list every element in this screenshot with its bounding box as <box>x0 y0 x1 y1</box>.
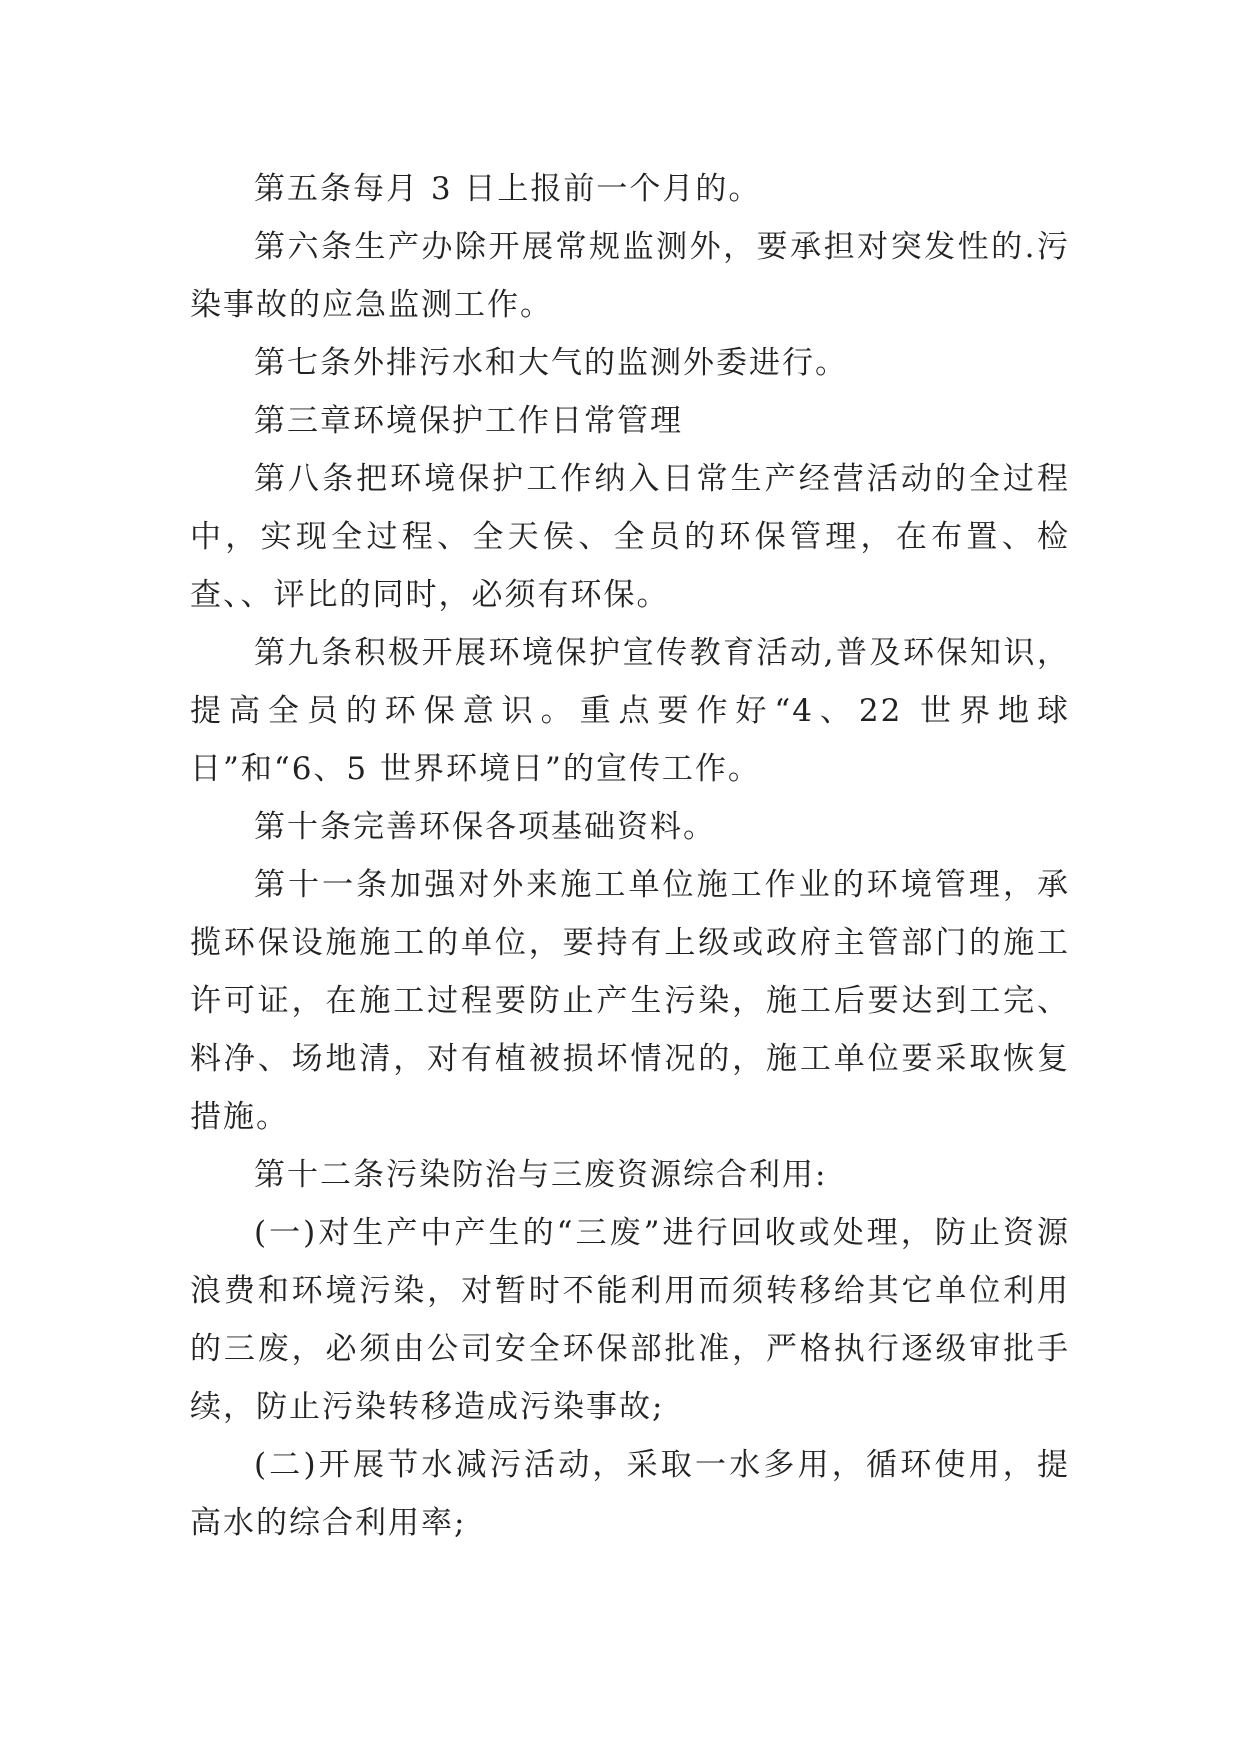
paragraph-article-10: 第十条完善环保各项基础资料。 <box>254 809 716 845</box>
paragraph-article-7: 第七条外排污水和大气的监测外委进行。 <box>254 345 848 381</box>
paragraph-article-11: 第十一条加强对外来施工单位施工作业的环境管理，承揽环保设施施工的单位，要持有上级或政府主管部门的施工许可证，在施工过程要防止产生污染，施工后要达到工完、料净、场地清，对有植被损坏情况的，施工单位要采取恢复措施。 <box>190 867 1070 1135</box>
paragraph-article-12: 第十二条污染防治与三废资源综合利用: <box>254 1157 828 1193</box>
paragraph-item-2: (二)开展节水减污活动，采取一水多用，循环使用，提高水的综合利用率; <box>190 1447 1070 1541</box>
paragraph-item-1: (一)对生产中产生的“三废”进行回收或处理，防止资源浪费和环境污染，对暂时不能利用而须转移给其它单位利用的三废，必须由公司安全环保部批准，严格执行逐级审批手续，防止污染转移造成污染事故; <box>190 1215 1070 1425</box>
paragraph-article-8: 第八条把环境保护工作纳入日常生产经营活动的全过程中，实现全过程、全天侯、全员的环保管理，在布置、检查、、评比的同时，必须有环保。 <box>190 461 1070 613</box>
document-body <box>190 160 1070 1552</box>
paragraph-article-5: 第五条每月 3 日上报前一个月的。 <box>254 171 762 207</box>
paragraph-article-9: 第九条积极开展环境保护宣传教育活动,普及环保知识，提高全员的环保意识。重点要作好“4、22 世界地球日”和“6、5 世界环境日”的宣传工作。 <box>190 635 1070 787</box>
paragraph-article-6: 第六条生产办除开展常规监测外，要承担对突发性的.污染事故的应急监测工作。 <box>190 229 1070 323</box>
chapter-heading-3: 第三章环境保护工作日常管理 <box>254 403 683 439</box>
